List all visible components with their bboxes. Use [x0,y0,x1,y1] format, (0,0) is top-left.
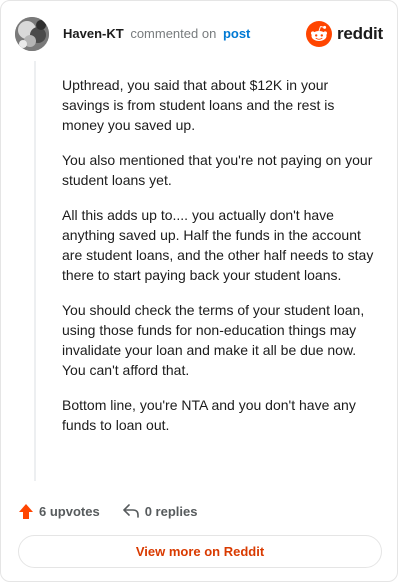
comment-paragraph: You should check the terms of your student loan, using those funds for non-education things may invalidate your loan and make it all be due now. You can't afford that. [62,302,365,378]
reply-count: 0 replies [144,503,198,519]
action-text: commented on [130,26,217,41]
comment-header [15,15,383,53]
comment-actions [18,501,197,521]
upvote-arrow-icon [18,503,34,520]
comment-paragraph: You also mentioned that you're not paying on your student loans yet. [62,152,373,188]
view-more-button[interactable]: View more on Reddit [18,535,382,568]
comment-meta [63,26,250,42]
author-name[interactable]: Haven-KT [63,26,124,41]
replies-button[interactable] [122,503,198,519]
reply-arrow-icon [122,503,140,519]
comment-body [62,75,374,450]
brand-wordmark: reddit [336,24,383,43]
comment-paragraph: Upthread, you said that about $12K in your savings is from student loans and the rest is money you saved up. [62,77,335,133]
avatar-image [15,17,49,51]
reddit-snoo-icon [306,21,332,47]
post-link[interactable]: post [222,26,251,41]
comment-paragraph: Bottom line, you're NTA and you don't have any funds to loan out. [62,397,356,433]
upvote-button[interactable] [18,503,100,520]
reddit-logo[interactable] [306,21,383,47]
avatar[interactable] [15,17,49,51]
thread-line [34,61,36,481]
upvote-count: 6 upvotes [39,503,100,519]
comment-paragraph: All this adds up to.... you actually don't have anything saved up. Half the funds in the account are student loans, and the other half needs to stay there to start paying back your student loans. [62,207,374,283]
